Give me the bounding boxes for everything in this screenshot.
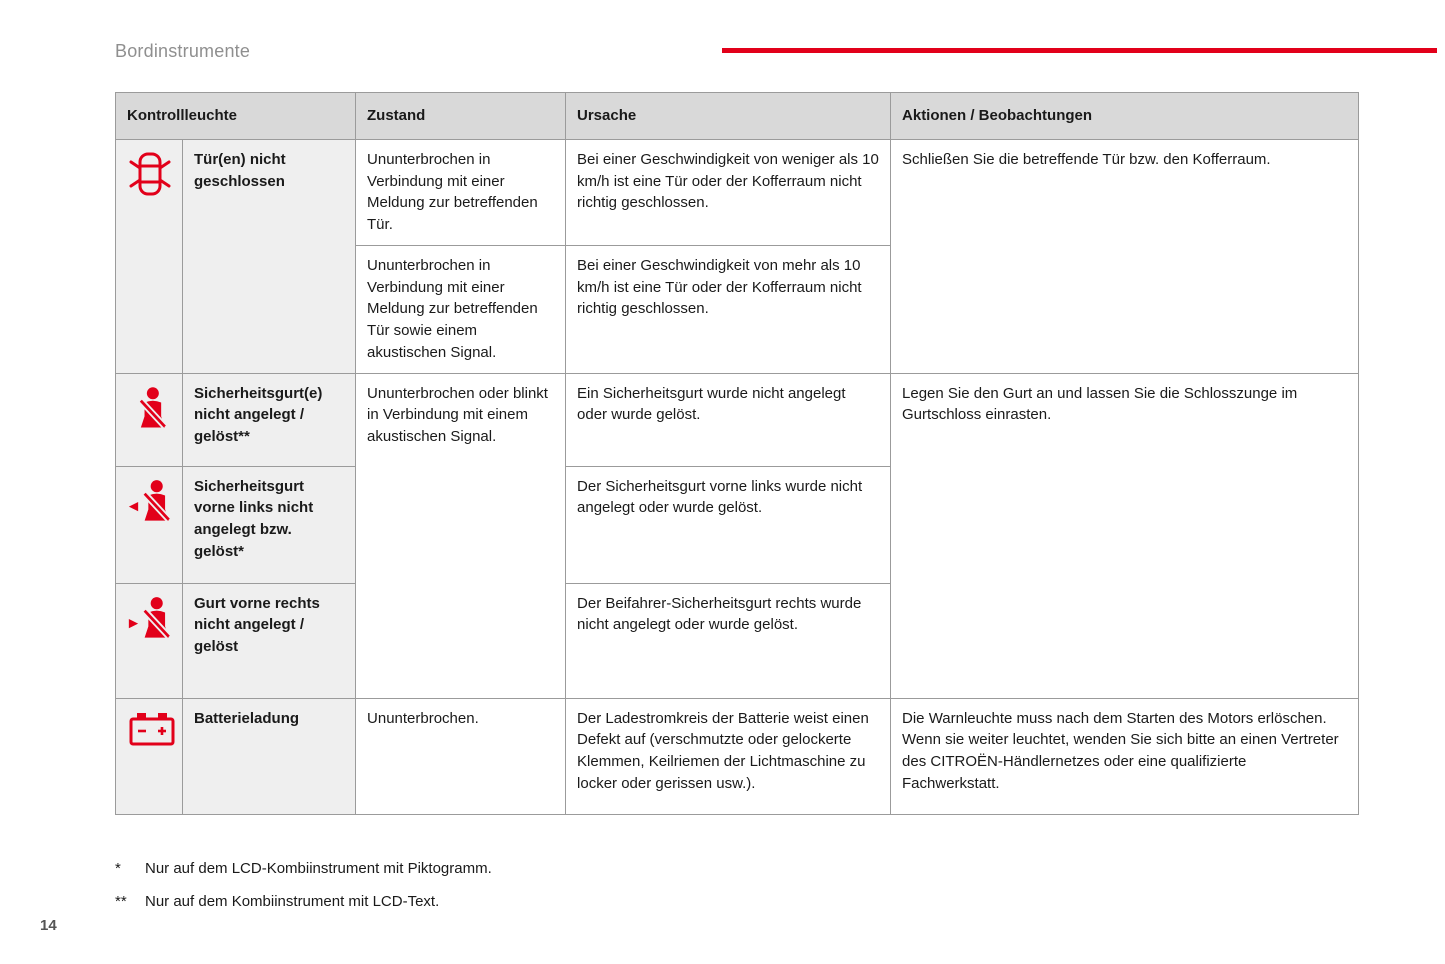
zustand-door-2: Ununterbrochen in Verbindung mit einer Meldung zur betreffenden Tür sowie einem akustischen Signal. [356, 245, 566, 373]
footnote-1 [115, 860, 492, 877]
ursache-belt-1: Ein Sicherheitsgurt wurde nicht angelegt oder wurde gelöst. [566, 373, 891, 466]
footnote-2-marker: ** [115, 893, 127, 910]
col-header-zustand: Zustand [356, 93, 566, 140]
warning-lights-table [115, 92, 1359, 815]
footnote-2 [115, 893, 439, 910]
ursache-belt-3: Der Beifahrer-Sicherheitsgurt rechts wurde nicht angelegt oder wurde gelöst. [566, 583, 891, 698]
table-row-door-1 [116, 139, 1359, 245]
col-header-ursache: Ursache [566, 93, 891, 140]
page-title: Bordinstrumente [115, 41, 251, 61]
label-cell-belt-1: Sicherheitsgurt(e) nicht angelegt / gelöst** [183, 373, 356, 466]
icon-cell-door [116, 139, 183, 373]
ursache-battery: Der Ladestromkreis der Batterie weist einen Defekt auf (verschmutzte oder gelockerte Klemmen, Keilriemen der Lichtmaschine zu locker oder gerissen usw.). [566, 698, 891, 814]
zustand-door-1: Ununterbrochen in Verbindung mit einer Meldung zur betreffenden Tür. [356, 139, 566, 245]
seatbelt-front-left-warning-icon [127, 515, 179, 532]
icon-cell-belt-left [116, 466, 183, 583]
footnote-1-marker: * [115, 860, 121, 877]
aktionen-battery: Die Warnleuchte muss nach dem Starten des Motors erlöschen. Wenn sie weiter leuchtet, wenden Sie sich bitte an einen Vertreter des CITROËN-Händlernetzes oder eine qualifizierte Fachwerkstatt. [891, 698, 1359, 814]
ursache-door-2: Bei einer Geschwindigkeit von mehr als 10 km/h ist eine Tür oder der Kofferraum nicht richtig geschlossen. [566, 245, 891, 373]
icon-cell-battery [116, 698, 183, 814]
label-cell-battery: Batterieladung [183, 698, 356, 814]
ursache-door-1: Bei einer Geschwindigkeit von weniger als 10 km/h ist eine Tür oder der Kofferraum nicht richtig geschlossen. [566, 139, 891, 245]
aktionen-door: Schließen Sie die betreffende Tür bzw. den Kofferraum. [891, 139, 1359, 373]
table-header-row [116, 93, 1359, 140]
ursache-belt-2: Der Sicherheitsgurt vorne links wurde nicht angelegt oder wurde gelöst. [566, 466, 891, 583]
table-row-belt-1 [116, 373, 1359, 466]
zustand-battery: Ununterbrochen. [356, 698, 566, 814]
label-cell-belt-3: Gurt vorne rechts nicht angelegt / gelöst [183, 583, 356, 698]
icon-cell-belt-right [116, 583, 183, 698]
zustand-belts: Ununterbrochen oder blinkt in Verbindung mit einem akustischen Signal. [356, 373, 566, 698]
footnote-1-text: Nur auf dem LCD-Kombiinstrument mit Piktogramm. [145, 860, 492, 877]
seatbelt-front-right-warning-icon [127, 632, 179, 649]
header-accent-rule [722, 48, 1437, 53]
page-number: 14 [40, 917, 57, 934]
col-header-aktionen: Aktionen / Beobachtungen [891, 93, 1359, 140]
footnote-2-text: Nur auf dem Kombiinstrument mit LCD-Text. [145, 893, 440, 910]
table-row-battery [116, 698, 1359, 814]
label-cell-belt-2: Sicherheitsgurt vorne links nicht angelegt bzw. gelöst* [183, 466, 356, 583]
aktionen-belts: Legen Sie den Gurt an und lassen Sie die Schlosszunge im Gurtschloss einrasten. [891, 373, 1359, 698]
col-header-kontrollleuchte: Kontrollleuchte [116, 93, 356, 140]
warning-lights-table-wrap [115, 92, 1359, 815]
car-doors-open-warning-icon [127, 186, 173, 203]
seatbelt-warning-icon [127, 422, 175, 439]
battery-charge-warning-icon [127, 737, 177, 754]
label-cell-door: Tür(en) nicht geschlossen [183, 139, 356, 373]
icon-cell-belt [116, 373, 183, 466]
